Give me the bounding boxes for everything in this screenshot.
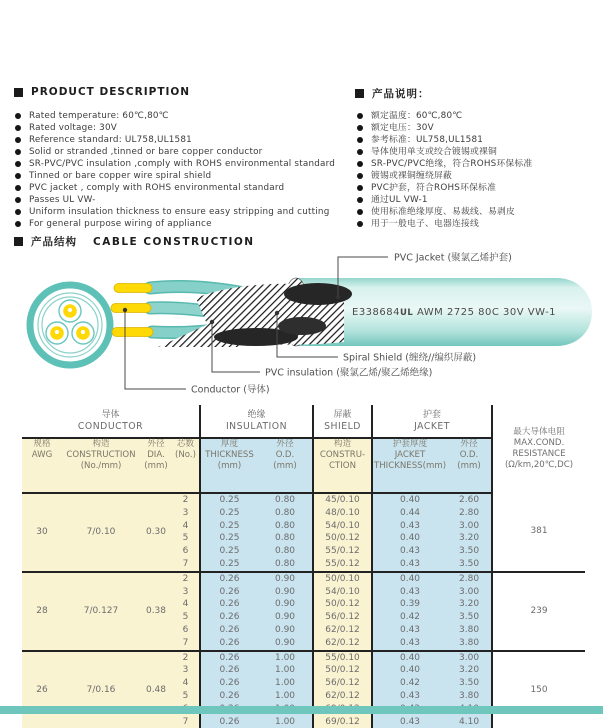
ins-thickness-cell: 0.25 (200, 520, 258, 533)
shield-construction-cell: 62/0.12 (313, 690, 372, 703)
awg-cell: 30 (22, 493, 62, 572)
jacket-od-cell: 3.20 (447, 664, 492, 677)
jacket-thickness-cell: 0.40 (372, 493, 447, 507)
dia-cell: 0.48 (140, 651, 172, 728)
shield-construction-cell: 50/0.12 (313, 664, 372, 677)
table-group-header-row (22, 405, 585, 438)
cores-cell: 3 (172, 664, 200, 677)
ins-od-cell: 0.80 (258, 493, 313, 507)
column-header-dia: 外径 DIA. (mm) (140, 438, 172, 493)
bullet-item: Solid or stranded ,tinned or bare copper conductor (15, 148, 350, 157)
awg-cell: 26 (22, 651, 62, 728)
jacket-marking-style: AWM 2725 80C 30V VW-1 (417, 307, 557, 318)
ins-thickness-cell: 0.26 (200, 572, 258, 586)
shield-construction-cell: 55/0.10 (313, 651, 372, 665)
bullet-item: 参考标准：UL758,UL1581 (357, 136, 597, 145)
jacket-thickness-cell: 0.43 (372, 716, 447, 728)
ins-thickness-cell: 0.26 (200, 664, 258, 677)
jacket-od-cell: 3.00 (447, 651, 492, 665)
jacket-od-cell: 3.00 (447, 520, 492, 533)
shield-construction-cell: 62/0.12 (313, 637, 372, 651)
section-marker-icon (14, 88, 23, 97)
conductor-tips-icon (111, 284, 153, 337)
product-description-list-zh (357, 112, 597, 232)
bullet-item: SR-PVC/PVC insulation ,comply with ROHS environmental standard (15, 160, 350, 169)
shield-construction-cell: 55/0.12 (313, 545, 372, 558)
ins-thickness-cell: 0.25 (200, 532, 258, 545)
ins-od-cell: 1.00 (258, 716, 313, 728)
jacket-thickness-cell: 0.42 (372, 611, 447, 624)
cores-cell: 4 (172, 520, 200, 533)
cores-cell: 3 (172, 586, 200, 599)
cable-cross-section-icon (30, 285, 110, 365)
ins-thickness-cell: 0.26 (200, 624, 258, 637)
ins-od-cell: 1.00 (258, 677, 313, 690)
ins-thickness-cell: 0.25 (200, 558, 258, 572)
jacket-od-cell: 3.50 (447, 545, 492, 558)
spec-row (22, 572, 585, 586)
jacket-thickness-cell: 0.44 (372, 507, 447, 520)
shield-construction-cell: 56/0.12 (313, 611, 372, 624)
pvc-jacket-label: PVC Jacket (聚氯乙烯护套) (394, 252, 512, 264)
cores-cell: 7 (172, 637, 200, 651)
ins-thickness-cell: 0.26 (200, 690, 258, 703)
column-header-resistance: 最大导体电阻 MAX.COND. RESISTANCE (Ω/km,20℃,DC) (492, 405, 585, 493)
ins-thickness-cell: 0.26 (200, 716, 258, 728)
construction-cell: 7/0.16 (62, 651, 140, 728)
bullet-item: For general purpose wiring of appliance (15, 220, 350, 229)
conductor-label: Conductor (导体) (191, 384, 270, 396)
bullet-item: 导体使用单支或绞合镀锡或裸铜 (357, 148, 597, 157)
jacket-thickness-cell: 0.43 (372, 558, 447, 572)
shield-construction-cell: 69/0.12 (313, 716, 372, 728)
jacket-marking-file-no: E338684 (352, 307, 400, 318)
jacket-od-cell: 3.50 (447, 558, 492, 572)
group-header-insulation: 绝缘 INSULATION (200, 405, 313, 438)
group-header-jacket: 护套 JACKET (372, 405, 492, 438)
ins-od-cell: 1.00 (258, 651, 313, 665)
column-header-construction: 构造 CONSTRUCTION (No./mm) (62, 438, 140, 493)
cores-cell: 3 (172, 507, 200, 520)
ins-thickness-cell: 0.25 (200, 507, 258, 520)
bullet-item: Reference standard: UL758,UL1581 (15, 136, 350, 145)
column-header-ins-od: 外径 O.D. (mm) (258, 438, 313, 493)
ins-od-cell: 0.90 (258, 598, 313, 611)
jacket-thickness-cell: 0.43 (372, 690, 447, 703)
cores-cell: 2 (172, 493, 200, 507)
jacket-od-cell: 4.10 (447, 716, 492, 728)
column-header-jacket-od: 外径 O.D. (mm) (447, 438, 492, 493)
product-description-header (14, 86, 190, 98)
jacket-thickness-cell: 0.43 (372, 586, 447, 599)
spiral-shield-icon (196, 283, 352, 346)
jacket-od-cell: 3.00 (447, 586, 492, 599)
ins-thickness-cell: 0.26 (200, 611, 258, 624)
jacket-thickness-cell: 0.42 (372, 677, 447, 690)
cable-construction-header (14, 234, 255, 249)
bullet-item: 用于一般电子、电器连接线 (357, 220, 597, 229)
shield-construction-cell: 50/0.12 (313, 598, 372, 611)
bullet-item: 使用标准绝缘厚度、易裁线、易剥皮 (357, 208, 597, 217)
jacket-od-cell: 3.20 (447, 532, 492, 545)
jacket-od-cell: 3.80 (447, 637, 492, 651)
spiral-shield-label: Spiral Shield (缠绕//编织屏蔽) (343, 352, 477, 364)
jacket-thickness-cell: 0.43 (372, 520, 447, 533)
shield-construction-cell: 62/0.12 (313, 624, 372, 637)
cores-cell: 6 (172, 545, 200, 558)
section-marker-icon (14, 237, 23, 246)
jacket-od-cell: 2.80 (447, 572, 492, 586)
spec-row (22, 651, 585, 665)
ins-od-cell: 0.90 (258, 624, 313, 637)
cores-cell: 2 (172, 572, 200, 586)
jacket-od-cell: 2.80 (447, 507, 492, 520)
jacket-thickness-cell: 0.40 (372, 532, 447, 545)
pvc-insulation-label: PVC insulation (聚氯乙烯/聚乙烯绝缘) (265, 367, 433, 379)
jacket-od-cell: 3.80 (447, 624, 492, 637)
specification-table (22, 405, 585, 728)
cores-cell: 5 (172, 611, 200, 624)
jacket-od-cell: 3.50 (447, 677, 492, 690)
construction-title-en: CABLE CONSTRUCTION (93, 235, 255, 248)
shield-construction-cell: 50/0.10 (313, 572, 372, 586)
construction-title-zh: 产品结构 (31, 236, 77, 248)
bullet-item: Rated temperature: 60℃,80℃ (15, 112, 350, 121)
jacket-thickness-cell: 0.40 (372, 664, 447, 677)
dia-cell: 0.30 (140, 493, 172, 572)
column-header-cores: 芯数 (No.) (172, 438, 200, 493)
ins-thickness-cell: 0.26 (200, 651, 258, 665)
bullet-item: PVC护套，符合ROHS环保标准 (357, 184, 597, 193)
section-marker-icon (355, 89, 364, 98)
bullet-item: 额定温度：60℃,80℃ (357, 112, 597, 121)
column-header-awg: 规格 AWG (22, 438, 62, 493)
jacket-thickness-cell: 0.43 (372, 545, 447, 558)
bullet-item: 镀锡或裸铜缠绕屏蔽 (357, 172, 597, 181)
bullet-item: 额定电压：30V (357, 124, 597, 133)
product-description-header-zh (355, 86, 430, 101)
product-description-title-zh: 产品说明： (372, 88, 430, 100)
cores-cell: 5 (172, 532, 200, 545)
group-header-conductor: 导体 CONDUCTOR (22, 405, 200, 438)
ins-thickness-cell: 0.25 (200, 493, 258, 507)
construction-cell: 7/0.127 (62, 572, 140, 651)
page-footer-band (0, 706, 603, 714)
ins-od-cell: 1.00 (258, 664, 313, 677)
resistance-cell: 150 (492, 651, 585, 728)
product-description-title-en: PRODUCT DESCRIPTION (31, 86, 191, 98)
ins-thickness-cell: 0.26 (200, 598, 258, 611)
bullet-item: Tinned or bare copper wire spiral shield (15, 172, 350, 181)
ins-od-cell: 0.80 (258, 507, 313, 520)
jacket-thickness-cell: 0.43 (372, 637, 447, 651)
dia-cell: 0.38 (140, 572, 172, 651)
column-header-ins-thickness: 厚度 THICKNESS (mm) (200, 438, 258, 493)
ins-od-cell: 0.90 (258, 611, 313, 624)
jacket-thickness-cell: 0.43 (372, 624, 447, 637)
jacket-od-cell: 2.60 (447, 493, 492, 507)
shield-construction-cell: 50/0.12 (313, 532, 372, 545)
bullet-item: Rated voltage: 30V (15, 124, 350, 133)
bullet-item: PVC jacket , comply with ROHS environmental standard (15, 184, 350, 193)
ins-od-cell: 0.80 (258, 520, 313, 533)
cable-construction-diagram (0, 250, 603, 402)
cores-cell: 4 (172, 598, 200, 611)
cores-cell: 5 (172, 690, 200, 703)
shield-construction-cell: 45/0.10 (313, 493, 372, 507)
bullet-item: 通过UL VW-1 (357, 196, 597, 205)
jacket-od-cell: 3.80 (447, 690, 492, 703)
ins-thickness-cell: 0.25 (200, 545, 258, 558)
ins-od-cell: 0.90 (258, 637, 313, 651)
awg-cell: 28 (22, 572, 62, 651)
cores-cell: 7 (172, 716, 200, 728)
spec-row (22, 493, 585, 507)
resistance-cell: 381 (492, 493, 585, 572)
cores-cell: 4 (172, 677, 200, 690)
ul-mark-icon: UL (400, 308, 414, 318)
cores-cell: 7 (172, 558, 200, 572)
jacket-od-cell: 3.20 (447, 598, 492, 611)
ins-od-cell: 0.80 (258, 545, 313, 558)
ins-od-cell: 0.80 (258, 558, 313, 572)
bullet-item: Passes UL VW- (15, 196, 350, 205)
column-header-jacket-thickness: 护套厚度 JACKET THICKNESS(mm) (372, 438, 447, 493)
construction-cell: 7/0.10 (62, 493, 140, 572)
cores-cell: 6 (172, 624, 200, 637)
ins-thickness-cell: 0.26 (200, 677, 258, 690)
ins-thickness-cell: 0.26 (200, 586, 258, 599)
bullet-item: SR-PVC/PVC绝缘，符合ROHS环保标准 (357, 160, 597, 169)
jacket-thickness-cell: 0.40 (372, 651, 447, 665)
product-description-list-en (15, 112, 350, 232)
bullet-item: Uniform insulation thickness to ensure easy stripping and cutting (15, 208, 350, 217)
shield-construction-cell: 54/0.10 (313, 586, 372, 599)
resistance-cell: 239 (492, 572, 585, 651)
group-header-shield: 屏蔽 SHIELD (313, 405, 372, 438)
shield-construction-cell: 56/0.12 (313, 677, 372, 690)
column-header-shield-construction: 构造 CONSTRU- CTION (313, 438, 372, 493)
cores-cell: 2 (172, 651, 200, 665)
ins-od-cell: 0.90 (258, 586, 313, 599)
shield-construction-cell: 48/0.10 (313, 507, 372, 520)
shield-construction-cell: 54/0.10 (313, 520, 372, 533)
jacket-thickness-cell: 0.40 (372, 572, 447, 586)
jacket-od-cell: 3.50 (447, 611, 492, 624)
ins-od-cell: 0.80 (258, 532, 313, 545)
ins-od-cell: 0.90 (258, 572, 313, 586)
shield-construction-cell: 55/0.12 (313, 558, 372, 572)
jacket-thickness-cell: 0.39 (372, 598, 447, 611)
ins-thickness-cell: 0.26 (200, 637, 258, 651)
spec-table-body (22, 493, 585, 728)
ins-od-cell: 1.00 (258, 690, 313, 703)
